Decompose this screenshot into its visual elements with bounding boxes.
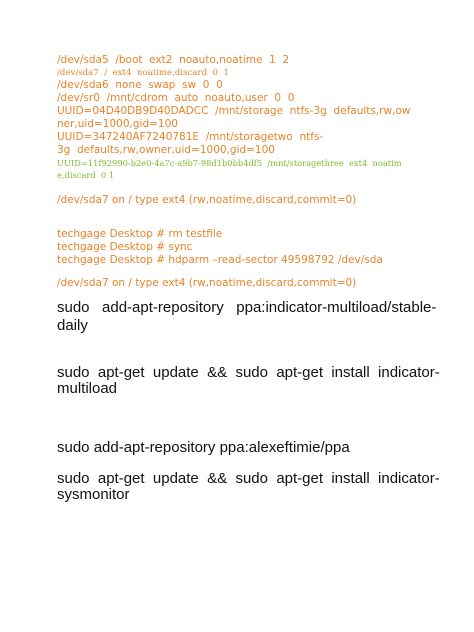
fstab-line-storagethree-cont: e,discard 0 1 bbox=[57, 170, 115, 180]
mount-output-2: /dev/sda7 on / type ext4 (rw,noatime,discard,commit=0) bbox=[57, 277, 357, 289]
command-multiload-repo-cont: daily bbox=[57, 317, 88, 334]
fstab-line-sda7: /dev/sda7 / ext4 noatime,discard 0 1 bbox=[57, 68, 229, 78]
terminal-line-hdparm: techgage Desktop # hdparm –read-sector 49598792 /dev/sda bbox=[57, 254, 383, 266]
fstab-line-storage: UUID=04D40DB9D40DADCC /mnt/storage ntfs-3g defaults,rw,ow bbox=[57, 105, 411, 117]
command-sysmonitor-install: sudo apt-get update && sudo apt-get install indicator- bbox=[57, 470, 440, 487]
fstab-line-storagethree: UUID=11f92990-b2e0-4a7c-a9b7-98d1b0bb4df5 /mnt/storagethree ext4 noatim bbox=[57, 158, 402, 168]
fstab-line-storagetwo-cont: 3g defaults,rw,owner,uid=1000,gid=100 bbox=[57, 144, 275, 156]
command-sysmonitor-repo: sudo add-apt-repository ppa:alexeftimie/ppa bbox=[57, 439, 350, 456]
mount-output-1: /dev/sda7 on / type ext4 (rw,noatime,discard,commit=0) bbox=[57, 194, 357, 206]
command-multiload-repo: sudo add-apt-repository ppa:indicator-multiload/stable- bbox=[57, 299, 437, 316]
terminal-line-rm: techgage Desktop # rm testfile bbox=[57, 228, 223, 240]
command-multiload-install-cont: multiload bbox=[57, 380, 118, 397]
command-sysmonitor-install-cont: sysmonitor bbox=[57, 486, 130, 503]
fstab-line-sr0: /dev/sr0 /mnt/cdrom auto noauto,user 0 0 bbox=[57, 92, 295, 104]
fstab-line-storage-cont: ner,uid=1000,gid=100 bbox=[57, 118, 178, 130]
fstab-line-sda6: /dev/sda6 none swap sw 0 0 bbox=[57, 79, 223, 91]
command-multiload-install: sudo apt-get update && sudo apt-get install indicator- bbox=[57, 364, 440, 381]
terminal-line-sync: techgage Desktop # sync bbox=[57, 241, 193, 253]
fstab-line-storagetwo: UUID=347240AF7240781E /mnt/storagetwo ntfs- bbox=[57, 131, 324, 143]
fstab-line-sda5: /dev/sda5 /boot ext2 noauto,noatime 1 2 bbox=[57, 54, 290, 66]
